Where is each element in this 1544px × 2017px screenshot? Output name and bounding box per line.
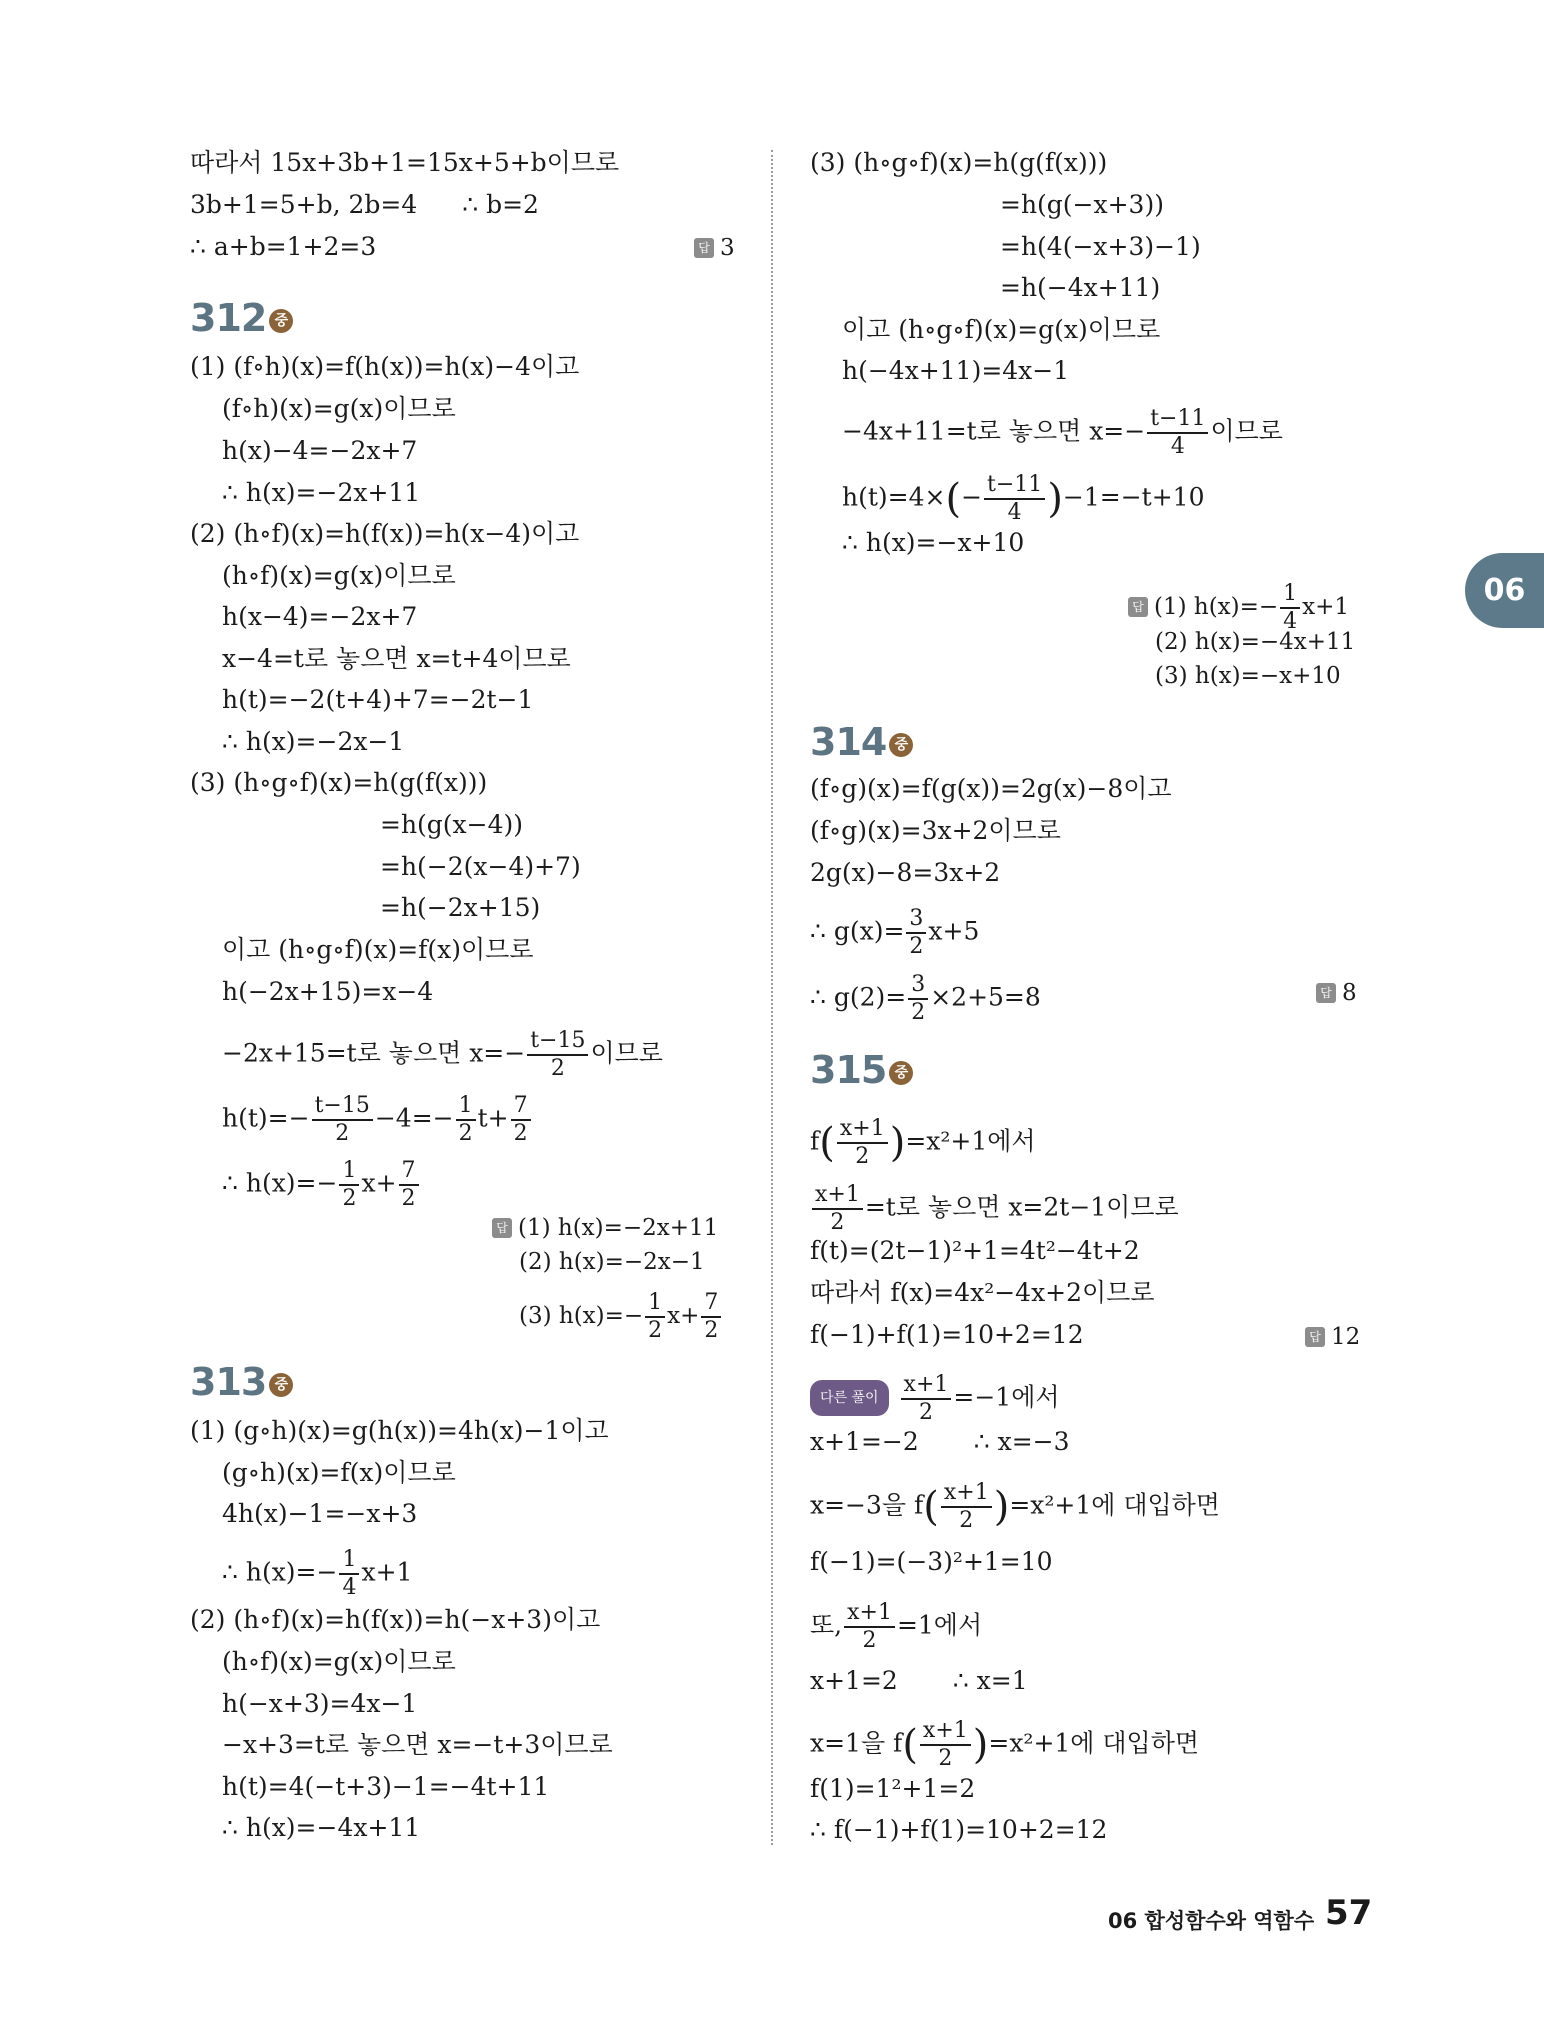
numerator: 7 — [399, 1158, 419, 1186]
level-badge: 중 — [269, 309, 293, 333]
fraction — [906, 906, 926, 960]
text-line — [222, 1158, 421, 1212]
denominator: 2 — [458, 1121, 473, 1146]
text-line: ∴ h(x)=−x+10 — [842, 528, 1025, 557]
denominator: 2 — [513, 1121, 528, 1146]
text-part: ∴ g(2)= — [810, 982, 907, 1012]
text-part: ∴ x=1 — [952, 1666, 1028, 1695]
text-part: (1) h(x)=− — [1154, 594, 1279, 620]
text-line: (g∘h)(x)=f(x)이므로 — [222, 1458, 456, 1487]
answer-badge: 답 — [1128, 597, 1148, 617]
text-part: ∴ h(x)=− — [222, 1557, 338, 1587]
denominator: 2 — [909, 934, 924, 959]
numerator: 1 — [456, 1093, 476, 1121]
denominator: 2 — [855, 1144, 870, 1169]
text-line: h(t)=4(−t+3)−1=−4t+11 — [222, 1772, 550, 1801]
answer-value: 3 — [720, 235, 735, 261]
text-line: =h(−4x+11) — [1000, 273, 1161, 302]
text-line: h(t)=−2(t+4)+7=−2t−1 — [222, 685, 534, 714]
fraction — [339, 1158, 359, 1212]
text-line: h(−x+3)=4x−1 — [222, 1689, 418, 1718]
denominator: 4 — [342, 1575, 357, 1600]
answer-value: (1) h(x)=−2x+11 — [518, 1215, 719, 1241]
numerator: 1 — [1280, 581, 1300, 609]
fraction — [456, 1093, 476, 1147]
text-line: 이고 (h∘g∘f)(x)=g(x)이므로 — [842, 315, 1161, 344]
text-line — [842, 472, 1204, 526]
denominator: 2 — [862, 1628, 877, 1653]
text-line: f(1)=1²+1=2 — [810, 1774, 976, 1803]
text-part: =t로 놓으면 x=2t−1이므로 — [864, 1192, 1179, 1222]
numerator: t−15 — [312, 1093, 373, 1121]
text-line: f(−1)+f(1)=10+2=12 — [810, 1320, 1084, 1349]
text-part: x+1 — [1302, 594, 1350, 620]
problem-number-314 — [810, 720, 913, 764]
text-line — [810, 1665, 1028, 1697]
text-line: (h∘f)(x)=g(x)이므로 — [222, 561, 456, 590]
text-part: −1=−t+10 — [1062, 482, 1205, 512]
text-line: (h∘f)(x)=g(x)이므로 — [222, 1647, 456, 1676]
text-line: 따라서 15x+3b+1=15x+5+b이므로 — [190, 148, 620, 177]
problem-number: 314 — [810, 720, 887, 764]
answer-box — [492, 1213, 718, 1243]
text-line — [810, 1600, 982, 1654]
text-line: 따라서 f(x)=4x²−4x+2이므로 — [810, 1278, 1155, 1307]
denominator: 2 — [648, 1318, 663, 1343]
text-line: f(−1)=(−3)²+1=10 — [810, 1547, 1053, 1576]
problem-number-312 — [190, 296, 293, 340]
text-line: h(x)−4=−2x+7 — [222, 436, 418, 465]
problem-number: 312 — [190, 296, 267, 340]
level-badge: 중 — [889, 733, 913, 757]
text-part: =x²+1에 대입하면 — [1009, 1490, 1220, 1520]
text-part: =x²+1에서 — [905, 1126, 1036, 1156]
footer-title: 06 합성함수와 역함수 — [1108, 1909, 1315, 1933]
answer-badge: 답 — [1305, 1327, 1325, 1347]
answer-badge: 답 — [1316, 983, 1336, 1003]
fraction — [701, 1290, 721, 1344]
text-line — [810, 1426, 1070, 1458]
text-line: ∴ f(−1)+f(1)=10+2=12 — [810, 1815, 1108, 1844]
alt-solution-badge: 다른 풀이 — [810, 1380, 889, 1416]
paren-left: ( — [902, 1722, 918, 1768]
text-line — [810, 1182, 1179, 1236]
text-line: x−4=t로 놓으면 x=t+4이므로 — [222, 644, 571, 673]
text-line: h(x−4)=−2x+7 — [222, 602, 418, 631]
text-line: h(−2x+15)=x−4 — [222, 977, 434, 1006]
numerator: 1 — [645, 1290, 665, 1318]
numerator: t−15 — [527, 1028, 588, 1056]
numerator: 3 — [908, 972, 928, 1000]
text-part: − — [961, 482, 983, 512]
fraction — [984, 472, 1045, 526]
text-line: (f∘h)(x)=g(x)이므로 — [222, 394, 456, 423]
answer-box — [694, 233, 735, 263]
text-part: 3b+1=5+b, 2b=4 — [190, 190, 418, 219]
text-part: −4x+11=t로 놓으면 x=− — [842, 416, 1146, 446]
problem-number: 315 — [810, 1048, 887, 1092]
text-line: ∴ a+b=1+2=3 — [190, 232, 377, 261]
text-line — [810, 1372, 1060, 1426]
denominator: 2 — [938, 1746, 953, 1771]
text-part: x+1 — [361, 1557, 413, 1587]
text-line — [222, 1547, 412, 1601]
text-line: (3) (h∘g∘f)(x)=h(g(f(x))) — [810, 148, 1108, 177]
denominator: 2 — [918, 1400, 933, 1425]
denominator: 2 — [911, 1000, 926, 1025]
text-line: ∴ h(x)=−2x+11 — [222, 478, 421, 507]
text-part: x+ — [667, 1303, 700, 1329]
answer-line: (2) h(x)=−2x−1 — [519, 1249, 705, 1275]
paren-left: ( — [945, 476, 962, 522]
numerator: 3 — [906, 906, 926, 934]
text-line: =h(−2x+15) — [380, 893, 541, 922]
text-line: ∴ h(x)=−4x+11 — [222, 1813, 421, 1842]
fraction — [837, 1116, 888, 1170]
text-part: h(t)=4× — [842, 482, 946, 512]
text-line: 2g(x)−8=3x+2 — [810, 858, 1001, 887]
text-part: 이므로 — [590, 1038, 663, 1068]
paren-right: ) — [972, 1722, 989, 1768]
numerator: x+1 — [812, 1182, 863, 1210]
text-part: 또, — [810, 1610, 843, 1640]
text-part: ×2+5=8 — [930, 982, 1041, 1012]
problem-number-315 — [810, 1048, 913, 1092]
text-part: x=−3을 f — [810, 1490, 924, 1520]
fraction — [645, 1290, 665, 1344]
fraction — [339, 1547, 359, 1601]
numerator: x+1 — [844, 1600, 895, 1628]
text-part: x+5 — [928, 916, 980, 946]
denominator: 4 — [1283, 609, 1298, 634]
text-line: ∴ h(x)=−2x−1 — [222, 727, 405, 756]
numerator: x+1 — [837, 1116, 888, 1144]
page-number: 57 — [1325, 1893, 1373, 1933]
text-line: (3) (h∘g∘f)(x)=h(g(f(x))) — [190, 768, 488, 797]
paren-right: ) — [993, 1484, 1010, 1530]
text-line — [810, 906, 979, 960]
text-line: (f∘g)(x)=f(g(x))=2g(x)−8이고 — [810, 774, 1172, 803]
text-part: x+1=−2 — [810, 1427, 919, 1456]
text-part: 이므로 — [1210, 416, 1283, 446]
numerator: 1 — [339, 1158, 359, 1186]
text-line — [810, 1718, 1199, 1772]
text-part: x+ — [361, 1168, 397, 1198]
text-part: ∴ g(x)= — [810, 916, 905, 946]
fraction — [1147, 406, 1208, 460]
text-part: h(t)=− — [222, 1103, 310, 1133]
text-part: x=1을 f — [810, 1728, 903, 1758]
text-part: −2x+15=t로 놓으면 x=− — [222, 1038, 526, 1068]
level-badge: 중 — [889, 1061, 913, 1085]
text-line — [190, 189, 539, 221]
answer-value: 12 — [1331, 1324, 1361, 1350]
text-line — [810, 972, 1041, 1026]
text-part: =1에서 — [896, 1610, 983, 1640]
denominator: 2 — [959, 1508, 974, 1533]
answer-badge: 답 — [492, 1218, 512, 1238]
text-line: (f∘g)(x)=3x+2이므로 — [810, 816, 1061, 845]
fraction — [399, 1158, 419, 1212]
text-line: (1) (g∘h)(x)=g(h(x))=4h(x)−1이고 — [190, 1416, 609, 1445]
denominator: 2 — [550, 1056, 565, 1081]
denominator: 2 — [342, 1186, 357, 1211]
denominator: 4 — [1007, 500, 1022, 525]
text-part: ∴ x=−3 — [973, 1427, 1070, 1456]
denominator: 2 — [335, 1121, 350, 1146]
numerator: t−11 — [1147, 406, 1208, 434]
chapter-tab[interactable]: 06 — [1465, 553, 1544, 628]
fraction — [901, 1372, 952, 1426]
paren-left: ( — [923, 1484, 939, 1530]
text-part: =x²+1에 대입하면 — [988, 1728, 1199, 1758]
problem-number-313 — [190, 1360, 293, 1404]
answer-line: (3) h(x)=−x+10 — [1155, 663, 1341, 689]
paren-right: ) — [889, 1120, 906, 1166]
denominator: 2 — [704, 1318, 719, 1343]
numerator: x+1 — [941, 1480, 992, 1508]
answer-value: 8 — [1342, 980, 1357, 1006]
problem-number: 313 — [190, 1360, 267, 1404]
text-line — [222, 1028, 663, 1082]
text-line — [222, 1093, 533, 1147]
fraction — [511, 1093, 531, 1147]
denominator: 2 — [401, 1186, 416, 1211]
paren-left: ( — [819, 1120, 835, 1166]
numerator: t−11 — [984, 472, 1045, 500]
fraction — [920, 1718, 971, 1772]
answer-box — [1305, 1322, 1360, 1352]
fraction — [812, 1182, 863, 1236]
text-line: =h(−2(x−4)+7) — [380, 852, 581, 881]
text-part: t+ — [477, 1103, 509, 1133]
text-line: −x+3=t로 놓으면 x=−t+3이므로 — [222, 1730, 613, 1759]
column-divider — [771, 150, 773, 1845]
text-part: (3) h(x)=− — [519, 1303, 644, 1329]
text-line: =h(4(−x+3)−1) — [1000, 232, 1201, 261]
text-line: (1) (f∘h)(x)=f(h(x))=h(x)−4이고 — [190, 352, 580, 381]
answer-badge: 답 — [694, 238, 714, 258]
text-line — [842, 406, 1283, 460]
numerator: x+1 — [920, 1718, 971, 1746]
fraction — [941, 1480, 992, 1534]
text-line: (2) (h∘f)(x)=h(f(x))=h(x−4)이고 — [190, 519, 580, 548]
fraction — [908, 972, 928, 1026]
answer-box — [1316, 978, 1357, 1008]
text-line: f(t)=(2t−1)²+1=4t²−4t+2 — [810, 1236, 1140, 1265]
text-line: h(−4x+11)=4x−1 — [842, 356, 1070, 385]
level-badge: 중 — [269, 1373, 293, 1397]
text-part: ∴ b=2 — [462, 190, 539, 219]
text-line: =h(g(x−4)) — [380, 810, 524, 839]
text-line: 이고 (h∘g∘f)(x)=f(x)이므로 — [222, 935, 534, 964]
fraction — [844, 1600, 895, 1654]
denominator: 4 — [1170, 434, 1185, 459]
text-part: ∴ h(x)=− — [222, 1168, 338, 1198]
fraction — [527, 1028, 588, 1082]
text-line — [810, 1116, 1036, 1170]
numerator: 7 — [701, 1290, 721, 1318]
text-line: =h(g(−x+3)) — [1000, 190, 1164, 219]
text-line — [810, 1480, 1220, 1534]
text-line: (2) (h∘f)(x)=h(f(x))=h(−x+3)이고 — [190, 1605, 601, 1634]
answer-line — [519, 1290, 723, 1344]
denominator: 2 — [830, 1210, 845, 1235]
fraction — [312, 1093, 373, 1147]
text-part: −4=− — [374, 1103, 454, 1133]
text-part: =−1에서 — [953, 1382, 1060, 1412]
paren-right: ) — [1047, 476, 1063, 522]
numerator: 7 — [511, 1093, 531, 1121]
text-part: f — [810, 1126, 820, 1156]
numerator: x+1 — [901, 1372, 952, 1400]
numerator: 1 — [339, 1547, 359, 1575]
text-line: 4h(x)−1=−x+3 — [222, 1499, 418, 1528]
answer-line: (2) h(x)=−4x+11 — [1155, 629, 1356, 655]
text-part: x+1=2 — [810, 1666, 898, 1695]
